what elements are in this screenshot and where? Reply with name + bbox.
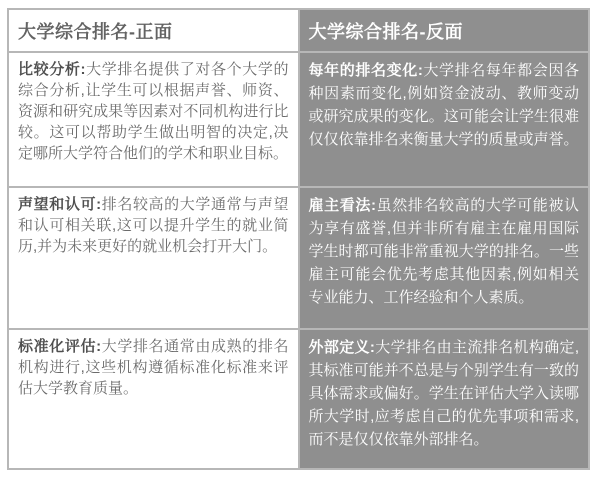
section-text: 大学排名提供了对各个大学的综合分析,让学生可以根据声誉、师资、资源和研究成果等因素对不同机构进行比较。这可以帮助学生做出明智的决定,决定哪所大学符合他们的学术和职业目标。: [18, 61, 289, 162]
comparison-table-container: [7, 8, 590, 470]
column-header-negative: [299, 9, 590, 52]
section-text: 大学排名由主流排名机构确定,其标准可能并不总是与个别学生有一致的具体需求或偏好。学生在评估大学入读哪所大学时,应考虑自己的优先事项和需求,而不是仅仅依靠外部排名。: [308, 339, 579, 448]
section-paragraph: [309, 194, 580, 309]
cell-positive-comparative-analysis: [8, 52, 299, 187]
column-header-positive-label: 大学综合排名-正面: [18, 21, 173, 42]
section-paragraph: [309, 336, 580, 451]
section-paragraph: [309, 59, 580, 151]
section-paragraph: [18, 336, 289, 399]
section-text: 虽然排名较高的大学可能被认为享有盛誉,但并非所有雇主在雇用国际学生时都可能非常重视大学的排名。一些雇主可能会优先考虑其他因素,例如相关专业能力、工作经验和个人素质。: [308, 197, 579, 306]
cell-positive-prestige-recognition: [8, 187, 299, 329]
column-header-positive: [8, 9, 299, 52]
comparison-table: [7, 8, 590, 470]
section-text: 排名较高的大学通常与声望和认可相关联,这可以提升学生的就业简历,并为未来更好的就业机会打开大门。: [18, 196, 289, 255]
section-text: 大学排名每年都会因各种因素而变化,例如资金波动、教师变动或研究成果的变化。这可能会让学生很难仅仅依靠排名来衡量大学的质量或声誉。: [308, 62, 579, 148]
section-label: 声望和认可:: [18, 196, 102, 213]
column-header-negative-label: 大学综合排名-反面: [308, 21, 463, 42]
header-row: [8, 9, 589, 52]
table-row: [8, 52, 589, 187]
section-label: 雇主看法:: [308, 197, 376, 214]
section-label: 每年的排名变化:: [308, 62, 423, 79]
section-paragraph: [18, 59, 289, 164]
table-row: [8, 187, 589, 329]
cell-negative-employer-views: [299, 187, 590, 329]
section-paragraph: [18, 194, 289, 257]
section-text: 大学排名通常由成熟的排名机构进行,这些机构遵循标准化标准来评估大学教育质量。: [18, 338, 289, 397]
cell-negative-external-definition: [299, 329, 590, 469]
cell-positive-standardized-evaluation: [8, 329, 299, 469]
section-label: 比较分析:: [18, 61, 86, 78]
section-label: 标准化评估:: [18, 338, 102, 355]
cell-negative-yearly-ranking-changes: [299, 52, 590, 187]
section-label: 外部定义:: [308, 339, 375, 356]
table-row: [8, 329, 589, 469]
